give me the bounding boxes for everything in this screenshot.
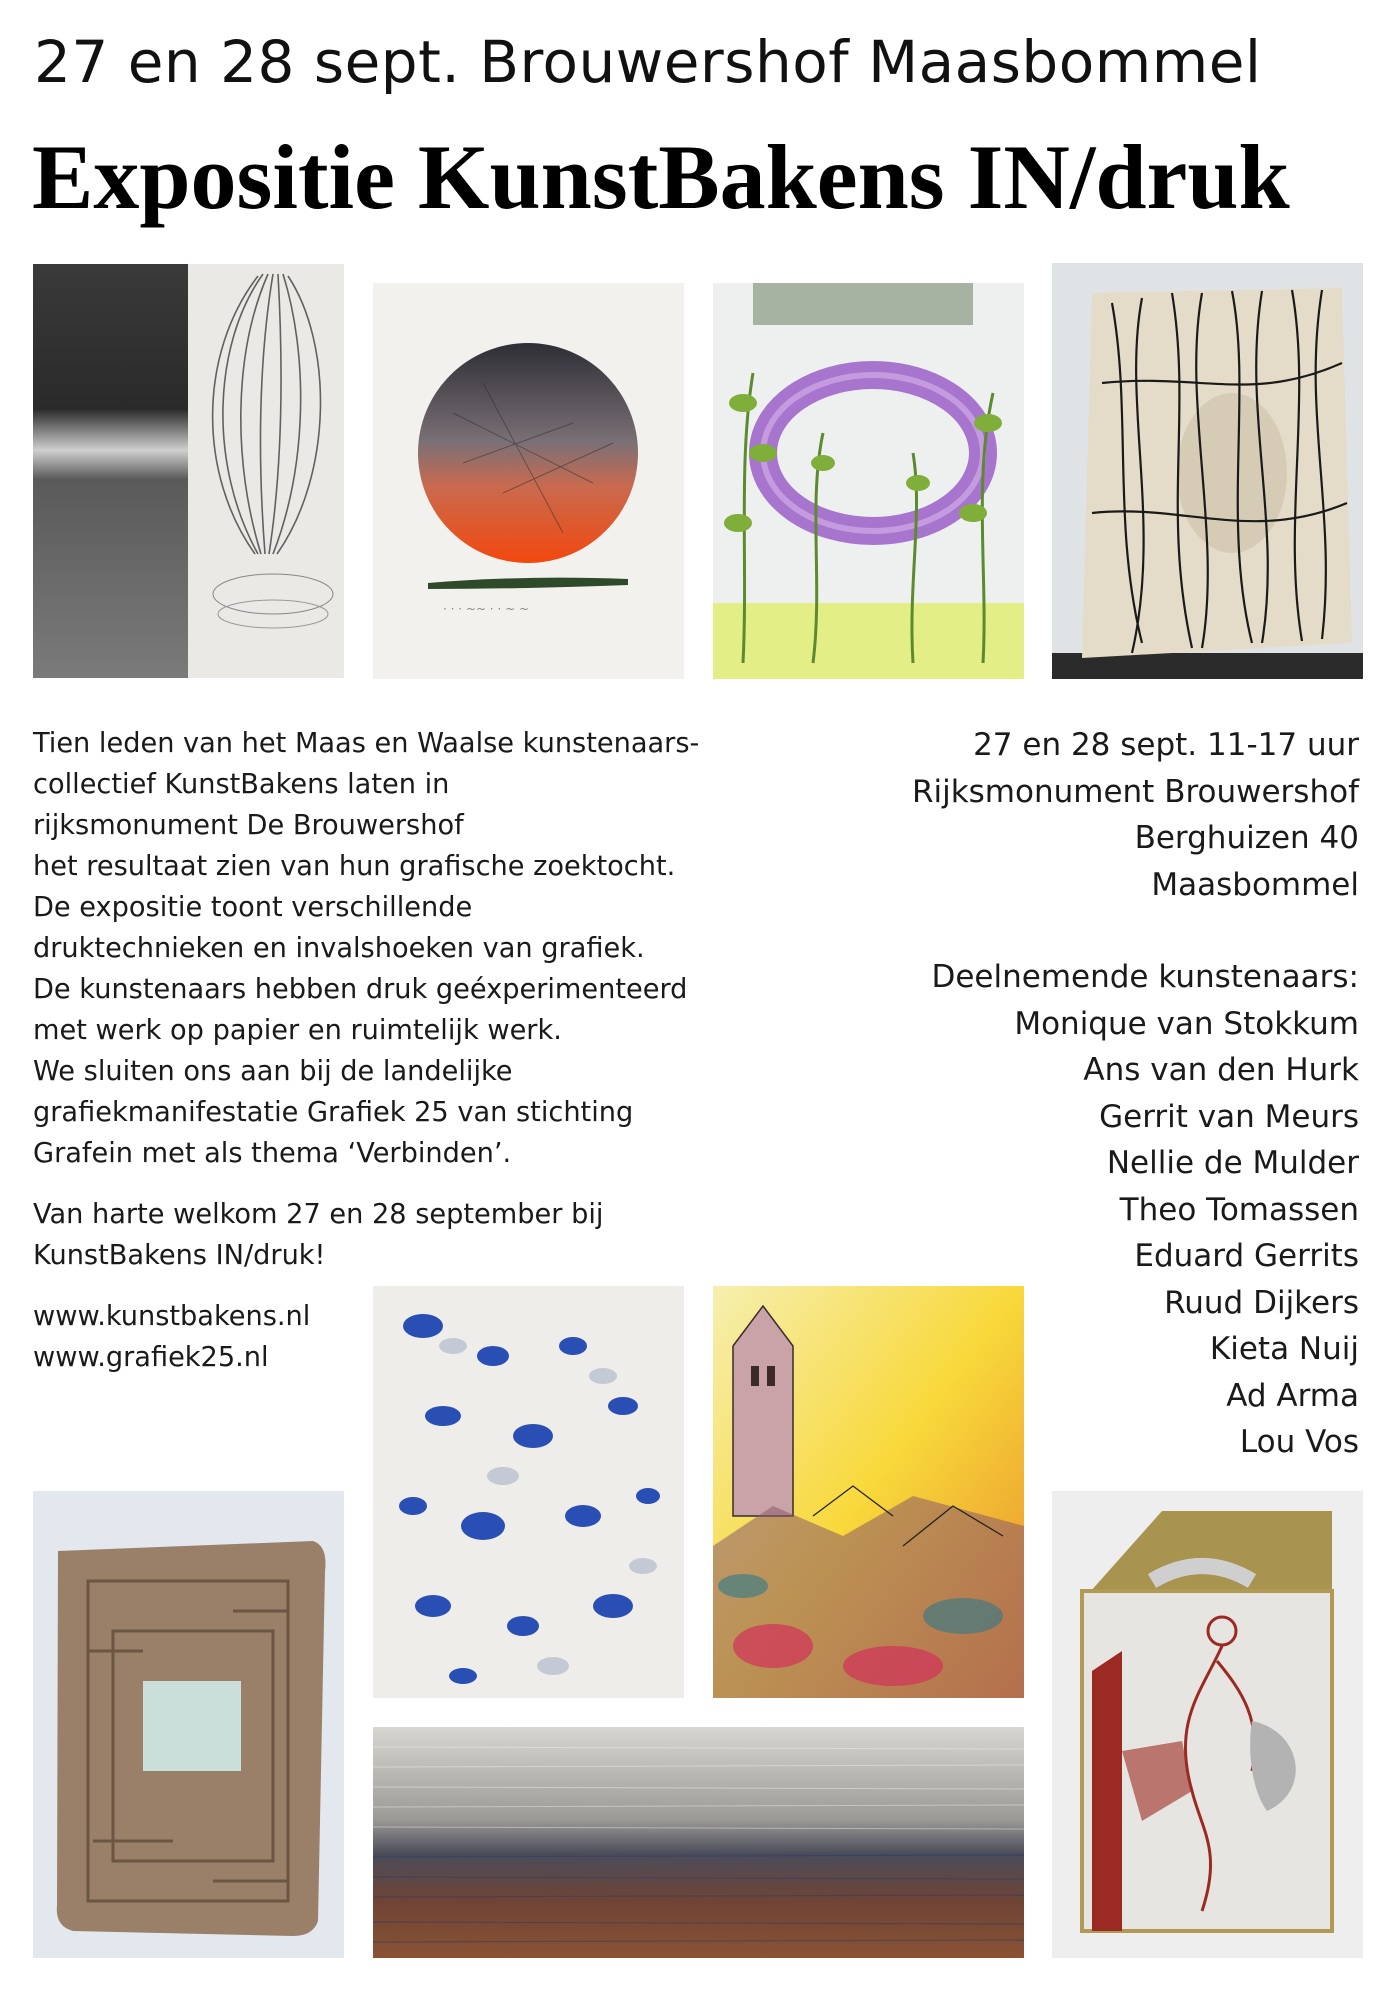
description-paragraph: [33, 723, 753, 1174]
artists-heading: Deelnemende kunstenaars:: [931, 959, 1359, 995]
description-line: met werk op papier en ruimtelijk werk.: [33, 1015, 562, 1046]
artist-name: Ruud Dijkers: [1164, 1284, 1359, 1321]
artist-name: Gerrit van Meurs: [1099, 1098, 1359, 1135]
description-line: rijksmonument De Brouwershof: [33, 810, 464, 841]
description-line: Grafein met als thema ‘Verbinden’.: [33, 1138, 512, 1169]
kunstbakens-link[interactable]: www.kunstbakens.nl: [33, 1301, 311, 1332]
artwork-ceramic-face-image: [1052, 263, 1363, 679]
welcome-line: Van harte welkom 27 en 28 september bij: [33, 1199, 604, 1230]
exhibition-description: [33, 723, 753, 1378]
artwork-church-tower-image: [713, 1286, 1024, 1698]
description-line: We sluiten ons aan bij de landelijke: [33, 1056, 513, 1087]
artist-name: Nellie de Mulder: [1106, 1145, 1359, 1181]
event-address: Berghuizen 40: [1134, 820, 1359, 856]
artwork-horizontal-woodcut-image: [373, 1727, 1024, 1958]
date-location-heading: 27 en 28 sept. Brouwershof Maasbommel: [34, 28, 1262, 96]
artwork-purple-ring-image: [713, 283, 1024, 679]
artwork-blue-blot-image: [373, 1286, 684, 1698]
description-line: collectief KunstBakens laten in: [33, 769, 450, 800]
description-line: druktechnieken en invalshoeken van grafiek.: [33, 933, 645, 964]
artist-name: Lou Vos: [1239, 1424, 1359, 1460]
svg-text:· · · ~~ · · ~ ~: · · · ~~ · · ~ ~: [443, 602, 529, 616]
description-line: De kunstenaars hebben druk geéxperimenteerd: [33, 974, 688, 1005]
artist-name: Ad Arma: [1226, 1377, 1359, 1414]
welcome-paragraph: [33, 1194, 753, 1276]
artist-name: Theo Tomassen: [1119, 1191, 1359, 1228]
grafiek25-link[interactable]: www.grafiek25.nl: [33, 1342, 269, 1373]
artwork-clay-relief-image: [33, 1491, 344, 1958]
exhibition-title: Expositie KunstBakens IN/druk: [32, 126, 1290, 228]
artist-name: Eduard Gerrits: [1134, 1238, 1359, 1274]
event-venue: Rijksmonument Brouwershof: [911, 773, 1359, 810]
event-town: Maasbommel: [1151, 866, 1359, 903]
artist-name: Ans van den Hurk: [1083, 1052, 1359, 1088]
artwork-circle-print-image: [373, 283, 684, 679]
artwork-figure-print-image: [1052, 1491, 1363, 1958]
description-line: grafiekmanifestatie Grafiek 25 van stichting: [33, 1097, 634, 1128]
description-line: Tien leden van het Maas en Waalse kunstenaars-: [33, 728, 700, 759]
description-line: het resultaat zien van hun grafische zoektocht.: [33, 851, 676, 882]
welcome-line: KunstBakens IN/druk!: [33, 1240, 326, 1271]
description-line: De expositie toont verschillende: [33, 892, 473, 923]
artist-name: Monique van Stokkum: [1014, 1005, 1359, 1042]
artist-name: Kieta Nuij: [1209, 1331, 1359, 1367]
artwork-abstract-etching-image: [33, 264, 344, 678]
event-date-time: 27 en 28 sept. 11-17 uur: [973, 727, 1359, 763]
